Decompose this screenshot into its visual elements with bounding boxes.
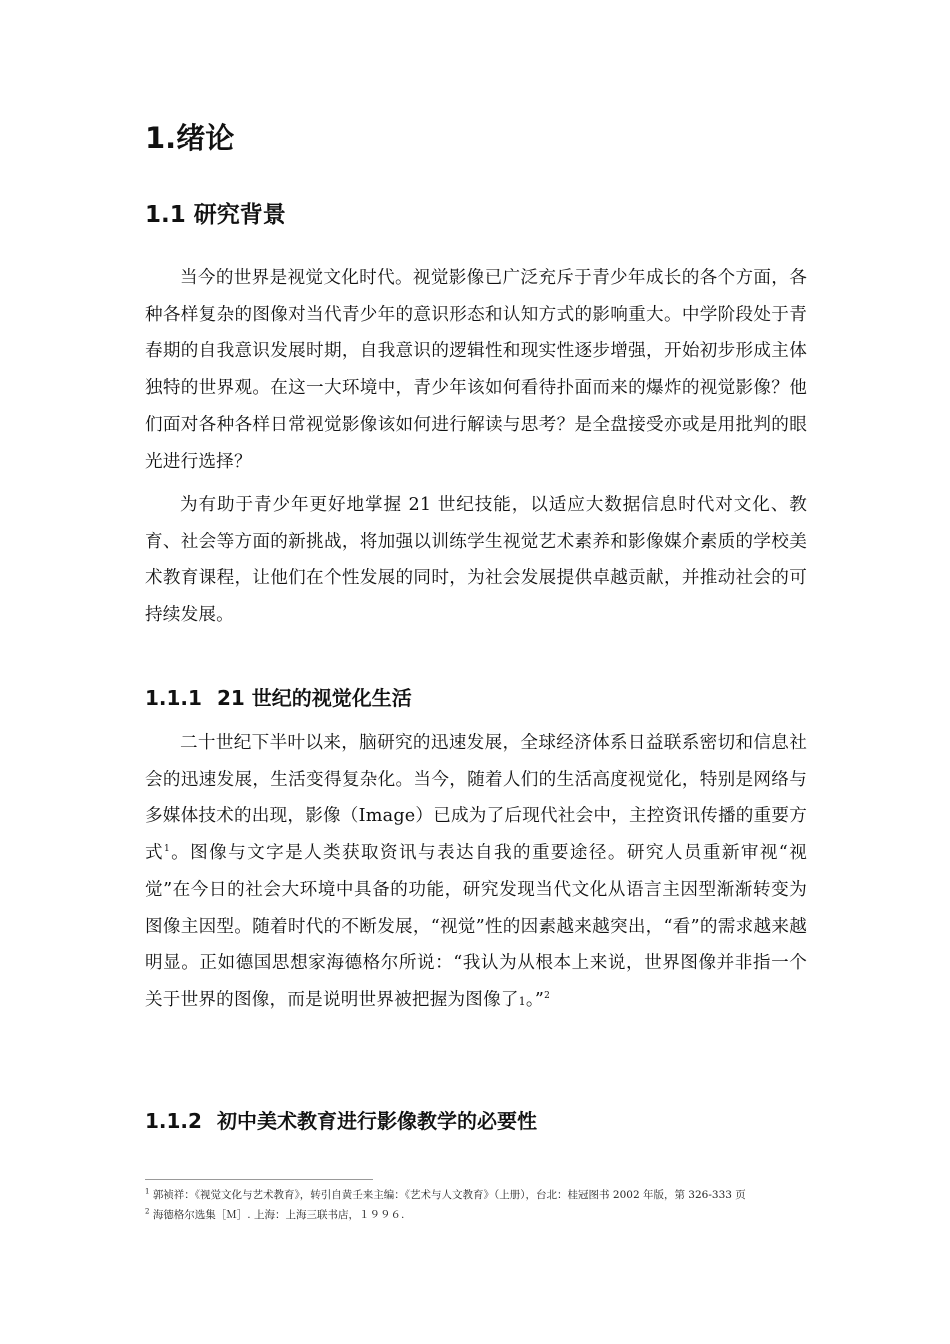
footnote-marker: 2: [145, 1207, 150, 1216]
footnote-text: 海德格尔选集［Ｍ］. 上海：上海三联书店，１９９６.: [152, 1209, 405, 1221]
footnote-ref[interactable]: 2: [544, 991, 551, 1002]
footnote: [145, 1188, 825, 1202]
section-title: 1.1 研究背景: [145, 202, 286, 228]
subsection-title: 初中美术教育进行影像教学的必要性: [217, 1109, 537, 1133]
subsection-heading: [145, 683, 412, 713]
subsection-heading: [145, 1106, 537, 1136]
paragraph-text: 。”: [525, 989, 545, 1010]
inline-small-number: 1: [518, 994, 526, 1008]
paragraph-text: 二十世纪下半叶以来，脑研究的迅速发展，全球经济体系日益联系密切和信息社会的迅速发展，生活变得复杂化。当今，随着人们的生活高度视觉化，特别是网络与多媒体技术的出现，影像（Image）已成为了后现代社会中，主控资讯传播的重要方式: [145, 733, 807, 864]
subsection-title: 21 世纪的视觉化生活: [217, 686, 412, 710]
paragraph-text: 。图像与文字是人类获取资讯与表达自我的重要途径。研究人员重新审视“视觉”在今日的社会大环境中具备的功能，研究发现当代文化从语言主因型渐渐转变为图像主因型。随着时代的不断发展，“视觉”性的因素越来越突出，“看”的需求越来越明显。正如德国思想家海德格尔所说：“我认为从根本上来说，世界图像并非指一个关于世界的图像，而是说明世界被把握为图像了: [145, 843, 807, 1010]
subsection-number: 1.1.1: [145, 686, 202, 710]
footnote-text: 郭祯祥：《视觉文化与艺术教育》，转引自黄壬来主编：《艺术与人文教育》（上册），台北：桂冠图书 2002 年版，第 326-333 页: [152, 1189, 746, 1201]
footnote: [145, 1208, 825, 1222]
body-paragraph: [145, 725, 807, 1021]
body-paragraph: 为有助于青少年更好地掌握 21 世纪技能，以适应大数据信息时代对文化、教育、社会等方面的新挑战，将加强以训练学生视觉艺术素养和影像媒介素质的学校美术教育课程，让他们在个性发展的同时，为社会发展提供卓越贡献，并推动社会的可持续发展。: [145, 495, 807, 626]
footnote-ref[interactable]: 1: [164, 844, 170, 855]
chapter-title: 1.绪论: [145, 121, 235, 155]
footnote-divider: [145, 1179, 373, 1180]
body-paragraph: 当今的世界是视觉文化时代。视觉影像已广泛充斥于青少年成长的各个方面，各种各样复杂的图像对当代青少年的意识形态和认知方式的影响重大。中学阶段处于青春期的自我意识发展时期，自我意识的逻辑性和现实性逐步增强，开始初步形成主体独特的世界观。在这一大环境中，青少年该如何看待扑面而来的爆炸的视觉影像？他们面对各种各样日常视觉影像该如何进行解读与思考？是全盘接受亦或是用批判的眼光进行选择？: [145, 268, 807, 472]
subsection-number: 1.1.2: [145, 1109, 202, 1133]
footnote-marker: 1: [145, 1187, 150, 1196]
